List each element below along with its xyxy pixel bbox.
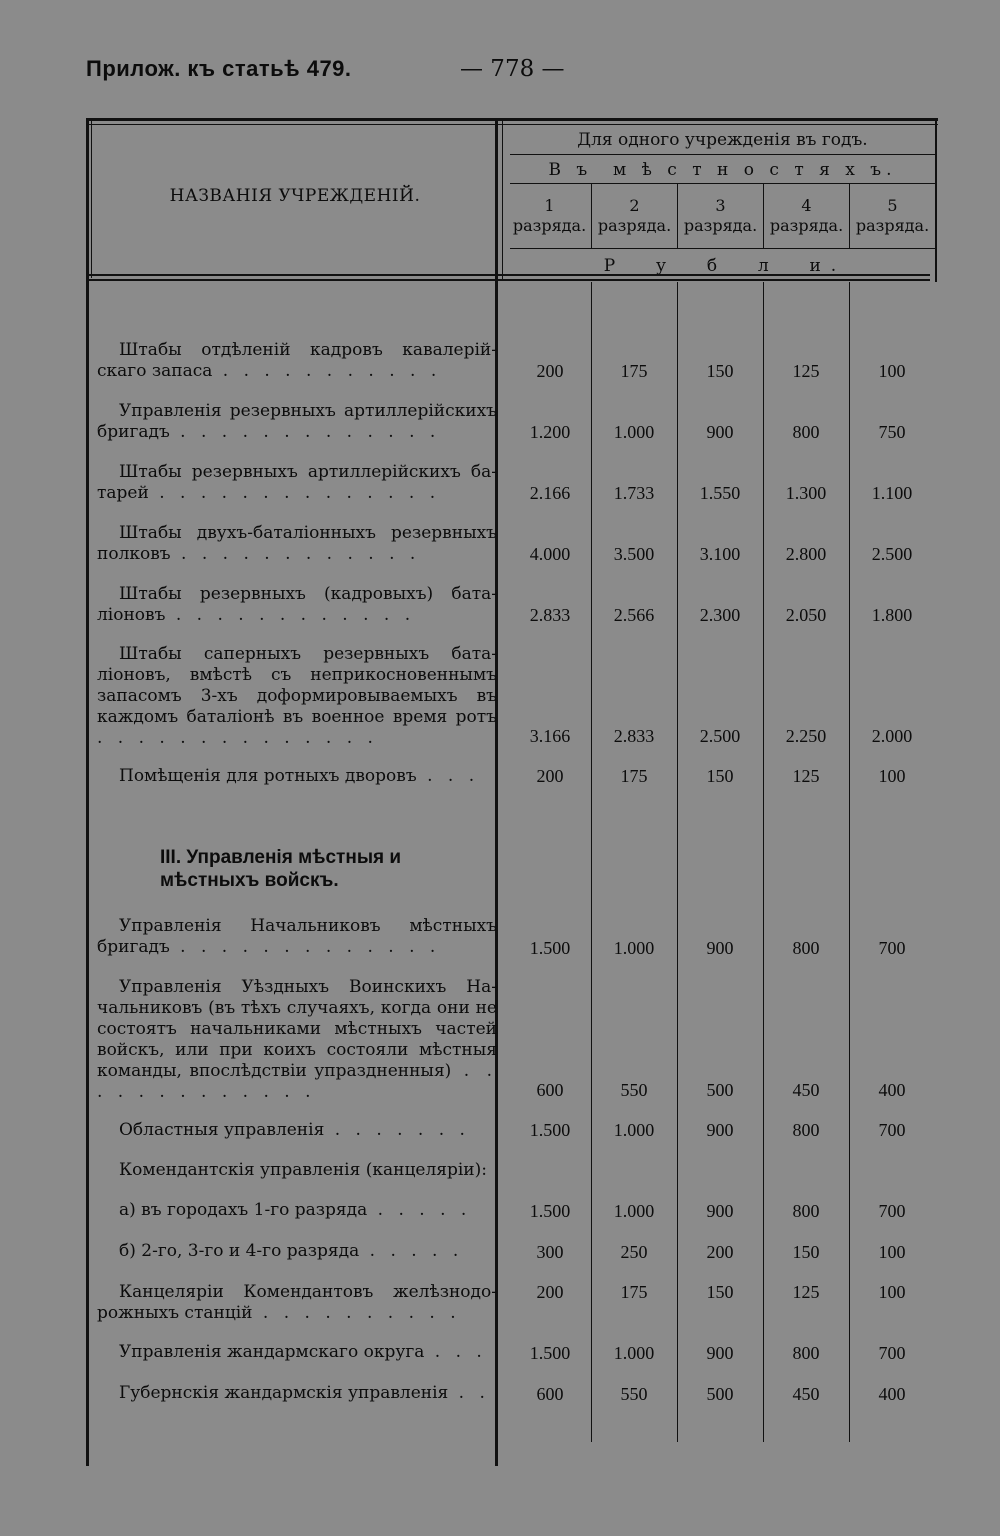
cell-value: 1.000 xyxy=(613,422,655,442)
cell-value: 1.300 xyxy=(785,483,827,503)
row-name: а) въ городахъ 1-го разряда . . . . . xyxy=(119,1200,472,1220)
cell-value: 700 xyxy=(878,1201,906,1221)
rank-header: 4 разряда. xyxy=(769,196,844,235)
cell-value: 800 xyxy=(792,1343,820,1363)
cell-value: 550 xyxy=(620,1384,648,1404)
cell-value: 150 xyxy=(706,1282,734,1302)
col-divider-3-body xyxy=(763,282,764,1442)
cell-value: 1.500 xyxy=(529,938,571,958)
cell-value: 600 xyxy=(536,1080,564,1100)
cell-value: 100 xyxy=(878,766,906,786)
cell-value: 3.500 xyxy=(613,544,655,564)
cell-value: 2.000 xyxy=(871,726,913,746)
cell-value: 800 xyxy=(792,1120,820,1140)
row-name: Управленія резервныхъ артиллерійскихъ бригадъ . . . . . . . . . . . . . xyxy=(97,401,497,442)
cell-value: 100 xyxy=(878,1282,906,1302)
cell-value: 200 xyxy=(536,766,564,786)
page-number: — 778 — xyxy=(460,56,565,82)
row-name: Штабы двухъ-баталіонныхъ резервныхъ полковъ . . . . . . . . . . . . xyxy=(97,523,497,564)
cell-value: 800 xyxy=(792,1201,820,1221)
cell-value: 175 xyxy=(620,361,648,381)
cell-value: 1.800 xyxy=(871,605,913,625)
cell-value: 1.000 xyxy=(613,938,655,958)
cell-value: 2.166 xyxy=(529,483,571,503)
cell-value: 3.100 xyxy=(699,544,741,564)
col-divider-2-body xyxy=(677,282,678,1442)
cell-value: 2.050 xyxy=(785,605,827,625)
table-top-border-inner xyxy=(86,124,938,125)
cell-value: 125 xyxy=(792,1282,820,1302)
cell-value: 2.833 xyxy=(529,605,571,625)
running-title: Прилож. къ статьѣ 479. xyxy=(86,56,352,81)
cell-value: 200 xyxy=(706,1242,734,1262)
cell-value: 200 xyxy=(536,361,564,381)
cell-value: 1.000 xyxy=(613,1343,655,1363)
cell-value: 1.100 xyxy=(871,483,913,503)
cell-value: 900 xyxy=(706,1343,734,1363)
cell-value: 900 xyxy=(706,938,734,958)
cell-value: 1.200 xyxy=(529,422,571,442)
cell-value: 750 xyxy=(878,422,906,442)
rule-below-locality xyxy=(510,183,935,184)
cell-value: 1.000 xyxy=(613,1201,655,1221)
cell-value: 500 xyxy=(706,1384,734,1404)
cell-value: 1.500 xyxy=(529,1201,571,1221)
table-left-border xyxy=(86,118,89,1466)
row-name: Помѣщенія для ротныхъ дворовъ . . . xyxy=(119,766,480,786)
cell-value: 2.300 xyxy=(699,605,741,625)
cell-value: 2.800 xyxy=(785,544,827,564)
cell-value: 700 xyxy=(878,938,906,958)
cell-value: 2.250 xyxy=(785,726,827,746)
cell-value: 600 xyxy=(536,1384,564,1404)
row-name: б) 2-го, 3-го и 4-го разряда . . . . . xyxy=(119,1241,464,1261)
cell-value: 800 xyxy=(792,422,820,442)
row-name: Управленія жандармскаго округа . . . xyxy=(119,1342,487,1362)
row-name: Комендантскія управленія (канцеляріи): xyxy=(119,1160,487,1180)
cell-value: 450 xyxy=(792,1384,820,1404)
cell-value: 100 xyxy=(878,361,906,381)
table-right-border xyxy=(935,118,937,282)
cell-value: 500 xyxy=(706,1080,734,1100)
cell-value: 125 xyxy=(792,361,820,381)
cell-value: 125 xyxy=(792,766,820,786)
cell-value: 2.500 xyxy=(871,544,913,564)
cell-value: 400 xyxy=(878,1384,906,1404)
row-name: Областныя управленія . . . . . . . xyxy=(119,1120,470,1140)
cell-value: 550 xyxy=(620,1080,648,1100)
cell-value: 250 xyxy=(620,1242,648,1262)
cell-value: 2.833 xyxy=(613,726,655,746)
cell-value: 900 xyxy=(706,1201,734,1221)
cell-value: 1.000 xyxy=(613,1120,655,1140)
col-divider-1-body xyxy=(591,282,592,1442)
cell-value: 100 xyxy=(878,1242,906,1262)
cell-value: 2.500 xyxy=(699,726,741,746)
cell-value: 150 xyxy=(792,1242,820,1262)
cell-value: 2.566 xyxy=(613,605,655,625)
rule-below-ranks xyxy=(510,248,935,249)
row-name: Канцеляріи Комендантовъ желѣзнодорожныхъ станцій . . . . . . . . . . xyxy=(97,1282,497,1323)
cell-value: 700 xyxy=(878,1343,906,1363)
row-name: Губернскія жандармскія управленія . . xyxy=(119,1383,490,1403)
names-column-divider-inner xyxy=(502,121,503,281)
row-name: Штабы резервныхъ (кадровыхъ) баталіоновъ . . . . . . . . . . . . xyxy=(97,584,497,625)
table-top-border xyxy=(86,118,938,121)
rank-header: 5 разряда. xyxy=(855,196,930,235)
cell-value: 900 xyxy=(706,1120,734,1140)
cell-value: 4.000 xyxy=(529,544,571,564)
cell-value: 1.550 xyxy=(699,483,741,503)
row-name: Штабы отдѣленій кадровъ кавалерійскаго запаса . . . . . . . . . . . xyxy=(97,340,497,381)
cell-value: 450 xyxy=(792,1080,820,1100)
cell-value: 175 xyxy=(620,766,648,786)
col-divider-4-body xyxy=(849,282,850,1442)
row-name: Управленія Уѣздныхъ Воинскихъ Начальниковъ (въ тѣхъ случаяхъ, когда они не состоятъ начальниками мѣстныхъ частей войскъ, или при коихъ состояли мѣстныя команды, впослѣдствіи упраздненныя) . . . . . . . . . . . . . xyxy=(97,977,497,1102)
names-column-divider xyxy=(495,121,498,1466)
header-bottom-rule-2 xyxy=(88,279,930,281)
cell-value: 200 xyxy=(536,1282,564,1302)
cell-value: 700 xyxy=(878,1120,906,1140)
names-column-header: НАЗВАНІЯ УЧРЕЖДЕНІЙ. xyxy=(169,186,421,206)
rank-header: 2 разряда. xyxy=(597,196,672,235)
locality-header: В ъ м ѣ с т н о с т я х ъ. xyxy=(548,160,897,180)
cell-value: 300 xyxy=(536,1242,564,1262)
top-header: Для одного учрежденія въ годъ. xyxy=(577,130,868,150)
cell-value: 800 xyxy=(792,938,820,958)
cell-value: 1.733 xyxy=(613,483,655,503)
cell-value: 1.500 xyxy=(529,1120,571,1140)
row-name: Штабы резервныхъ артиллерійскихъ батарей . . . . . . . . . . . . . . xyxy=(97,462,497,503)
cell-value: 150 xyxy=(706,361,734,381)
rank-header: 1 разряда. xyxy=(512,196,587,235)
cell-value: 150 xyxy=(706,766,734,786)
row-name: Штабы саперныхъ резервныхъ баталіоновъ, вмѣстѣ съ неприкосновеннымъ запасомъ 3-хъ доформировываемыхъ въ каждомъ баталіонѣ въ военное время ротъ . . . . . . . . . . . . . . xyxy=(97,644,497,748)
cell-value: 3.166 xyxy=(529,726,571,746)
unit-header: Р у б л и. xyxy=(603,256,847,276)
cell-value: 1.500 xyxy=(529,1343,571,1363)
section-title: III. Управленія мѣстныя и мѣстныхъ войскъ. xyxy=(160,847,402,891)
cell-value: 900 xyxy=(706,422,734,442)
rank-header: 3 разряда. xyxy=(683,196,758,235)
rule-below-top-header xyxy=(510,154,935,155)
row-name: Управленія Начальниковъ мѣстныхъ бригадъ . . . . . . . . . . . . . xyxy=(97,916,497,957)
cell-value: 400 xyxy=(878,1080,906,1100)
cell-value: 175 xyxy=(620,1282,648,1302)
